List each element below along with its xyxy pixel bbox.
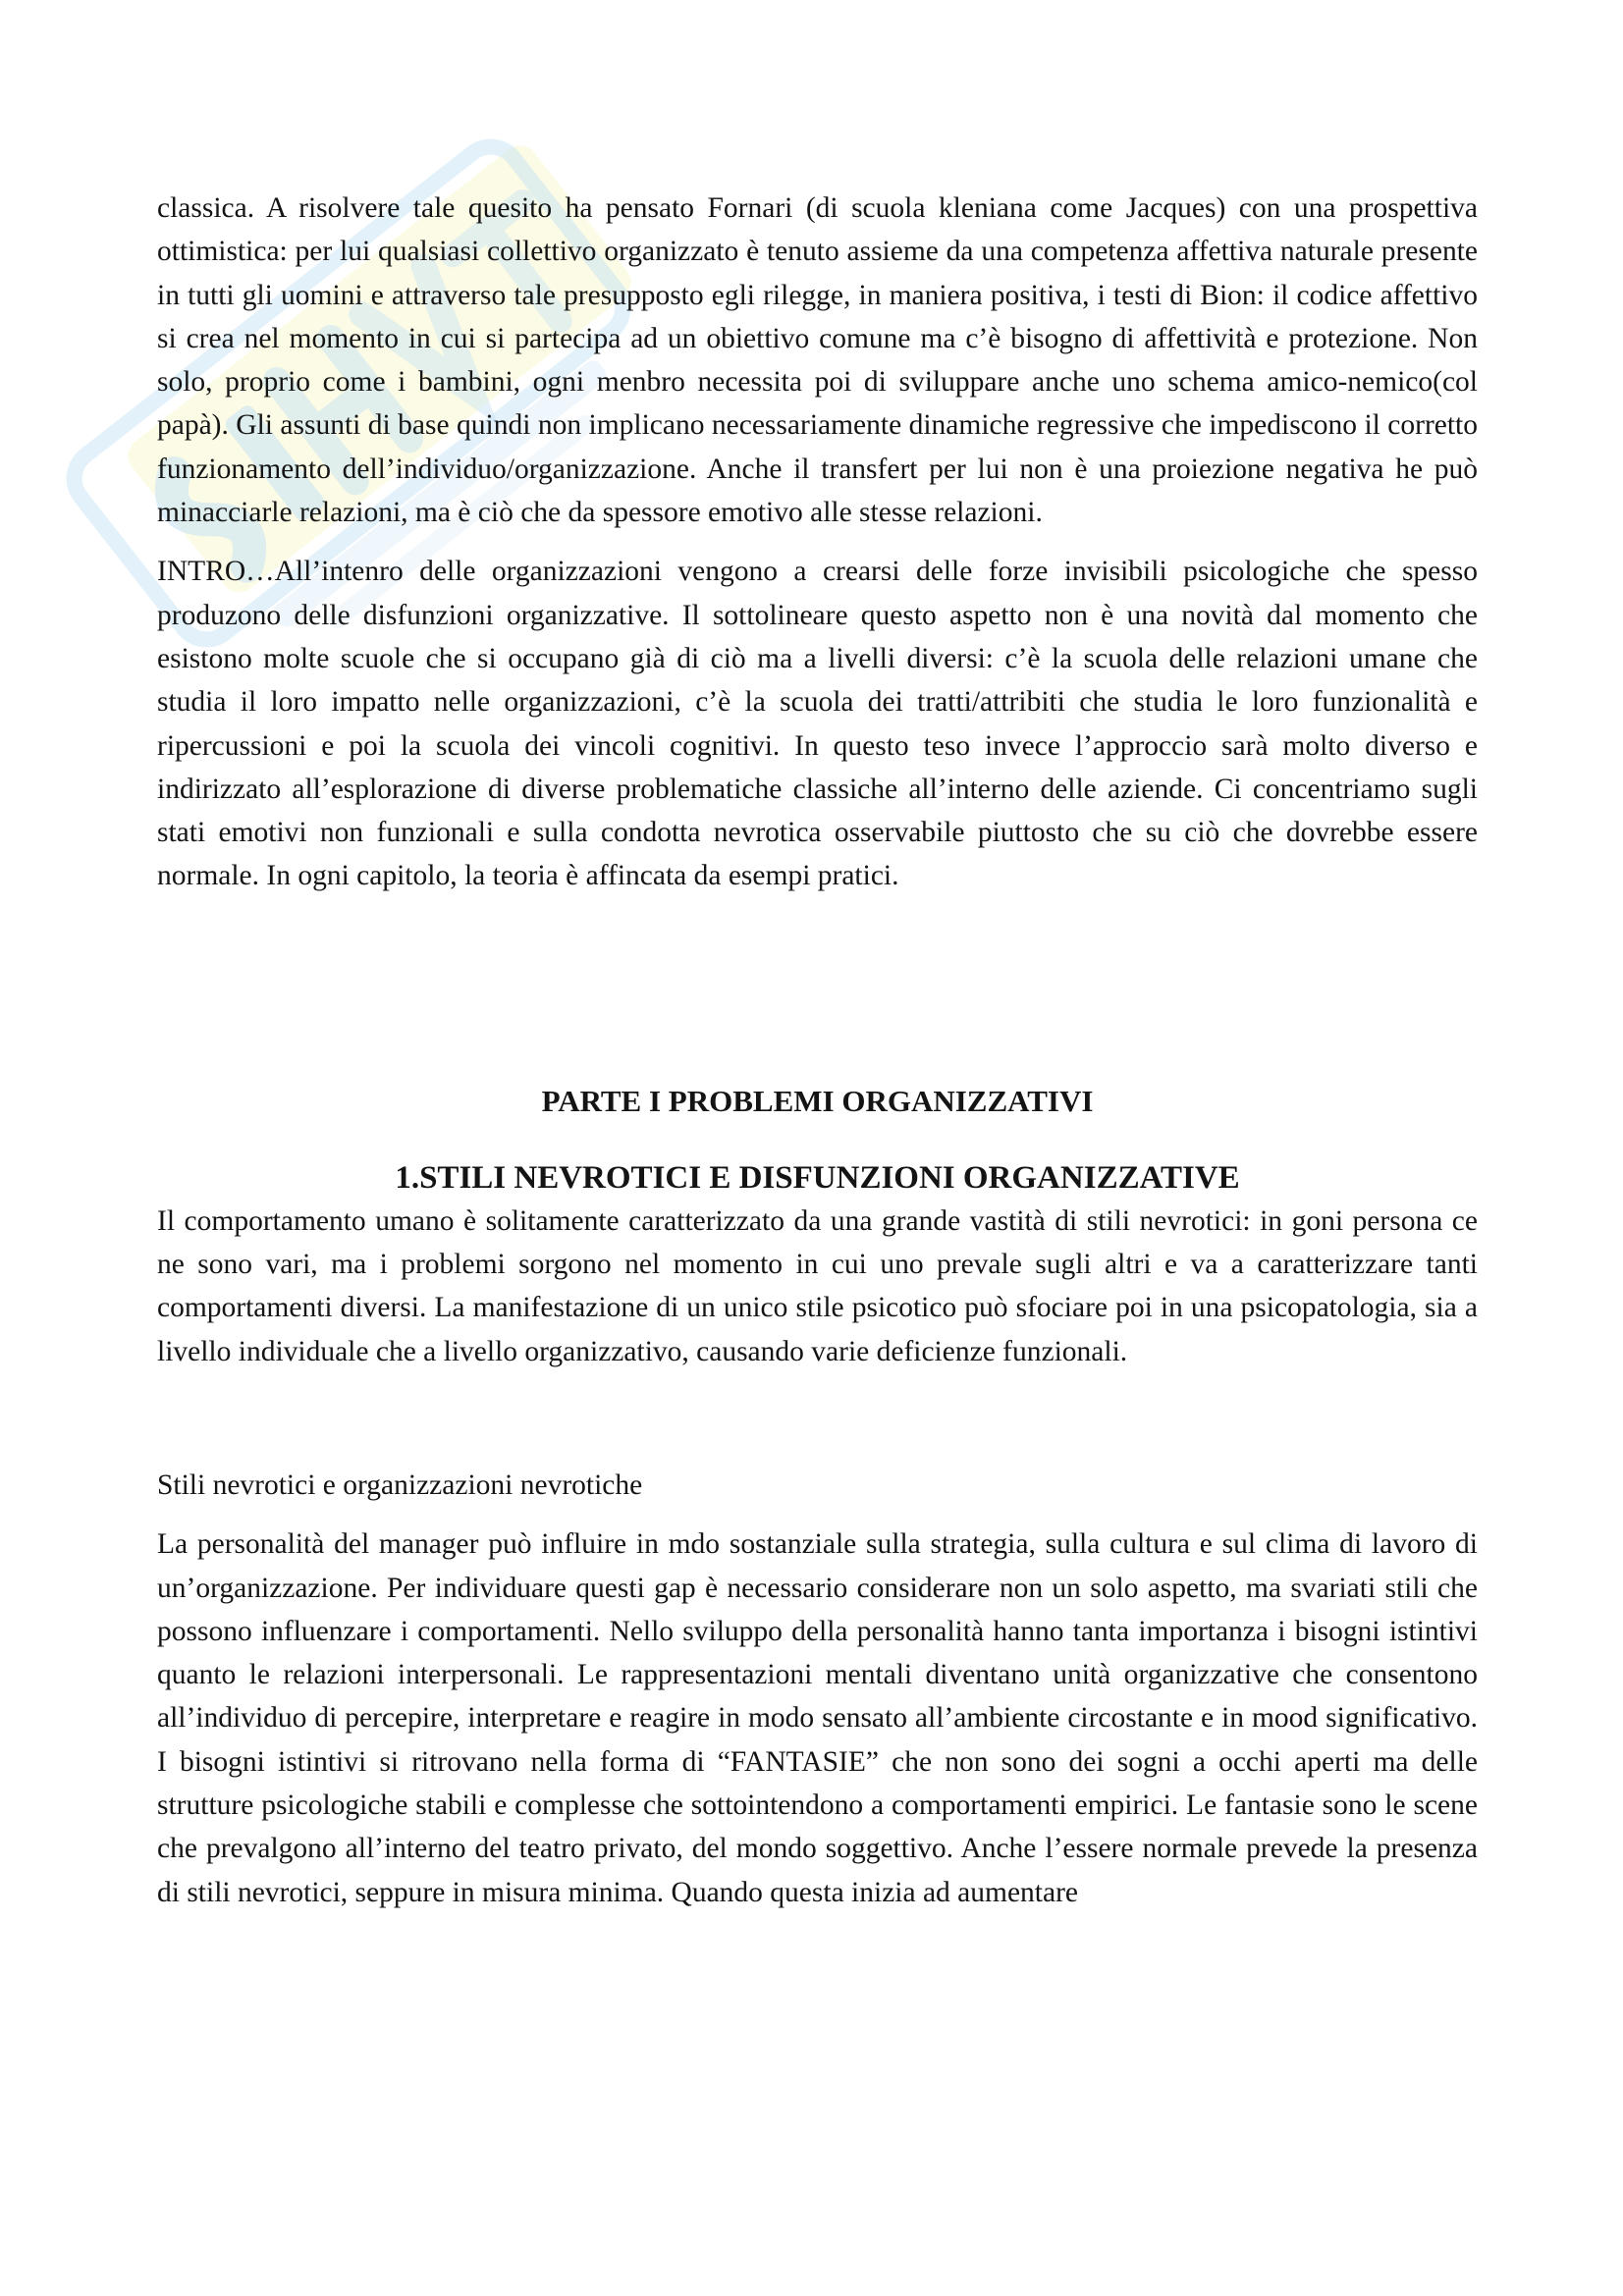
- document-body: [157, 187, 1478, 1914]
- paragraph-chapter: Il comportamento umano è solitamente caratterizzato da una grande vastità di stili nevrotici: in goni persona ce ne sono vari, ma i problemi sorgono nel momento in cui uno prevale sugli altri e va a caratterizzare tanti comportamenti diversi. La manifestazione di un unico stile psicotico può sfociare poi in una psicopatologia, sia a livello individuale che a livello organizzativo, causando varie deficienze funzionali.: [157, 1204, 1478, 1367]
- part-heading: PARTE I PROBLEMI ORGANIZZATIVI: [541, 1083, 1094, 1118]
- paragraph-section: La personalità del manager può influire in mdo sostanziale sulla strategia, sulla cultura e sul clima di lavoro di un’organizzazione. Per individuare questi gap è necessario considerare non un solo aspetto, ma svariati stili che possono influenzare i comportamenti. Nello sviluppo della personalità hanno tanta importanza i bisogni istintivi quanto le relazioni interpersonali. Le rappresentazioni mentali diventano unità organizzative che consentono all’individuo di percepire, interpretare e reagire in modo sensato all’ambiente circostante e in mood significativo. I bisogni istintivi si ritrovano nella forma di “FANTASIE” che non sono dei sogni a occhi aperti ma delle strutture psicologiche stabili e complesse che sottointendono a comportamenti empirici. Le fantasie sono le scene che prevalgono all’interno del teatro privato, del mondo soggettivo. Anche l’essere normale prevede la presenza di stili nevrotici, seppure in misura minima. Quando questa inizia ad aumentare: [157, 1528, 1478, 1908]
- chapter-heading: 1.STILI NEVROTICI E DISFUNZIONI ORGANIZZATIVE: [395, 1159, 1240, 1196]
- section-title: Stili nevrotici e organizzazioni nevrotiche: [157, 1468, 643, 1501]
- paragraph-continuation: classica. A risolvere tale quesito ha pensato Fornari (di scuola kleniana come Jacques) con una prospettiva ottimistica: per lui qualsiasi collettivo organizzato è tenuto assieme da una competenza affettiva naturale presente in tutti gli uomini e attraverso tale presupposto egli rilegge, in maniera positiva, i testi di Bion: il codice affettivo si crea nel momento in cui si partecipa ad un obiettivo comune ma c’è bisogno di affettività e protezione. Non solo, proprio come i bambini, ogni menbro necessita poi di sviluppare anche uno schema amico-nemico(col papà). Gli assunti di base quindi non implicano necessariamente dinamiche regressive che impediscono il corretto funzionamento dell’individuo/organizzazione. Anche il transfert per lui non è una proiezione negativa he può minacciarle relazioni, ma è ciò che da spessore emotivo alle stesse relazioni.: [157, 192, 1478, 529]
- paragraph-intro: INTRO…All’intenro delle organizzazioni vengono a crearsi delle forze invisibili psicologiche che spesso produzono delle disfunzioni organizzative. Il sottolineare questo aspetto non è una novità dal momento che esistono molte scuole che si occupano già di ciò ma a livelli diversi: c’è la scuola delle relazioni umane che studia il loro impatto nelle organizzazioni, c’è la scuola dei tratti/attribiti che studia le loro funzionalità e ripercussioni e poi la scuola dei vincoli cognitivi. In questo teso invece l’approccio sarà molto diverso e indirizzato all’esplorazione di diverse problematiche classiche all’interno delle aziende. Ci concentriamo sugli stati emotivi non funzionali e sulla condotta nevrotica osservabile piuttosto che su ciò che dovrebbe essere normale. In ogni capitolo, la teoria è affincata da esempi pratici.: [157, 556, 1478, 892]
